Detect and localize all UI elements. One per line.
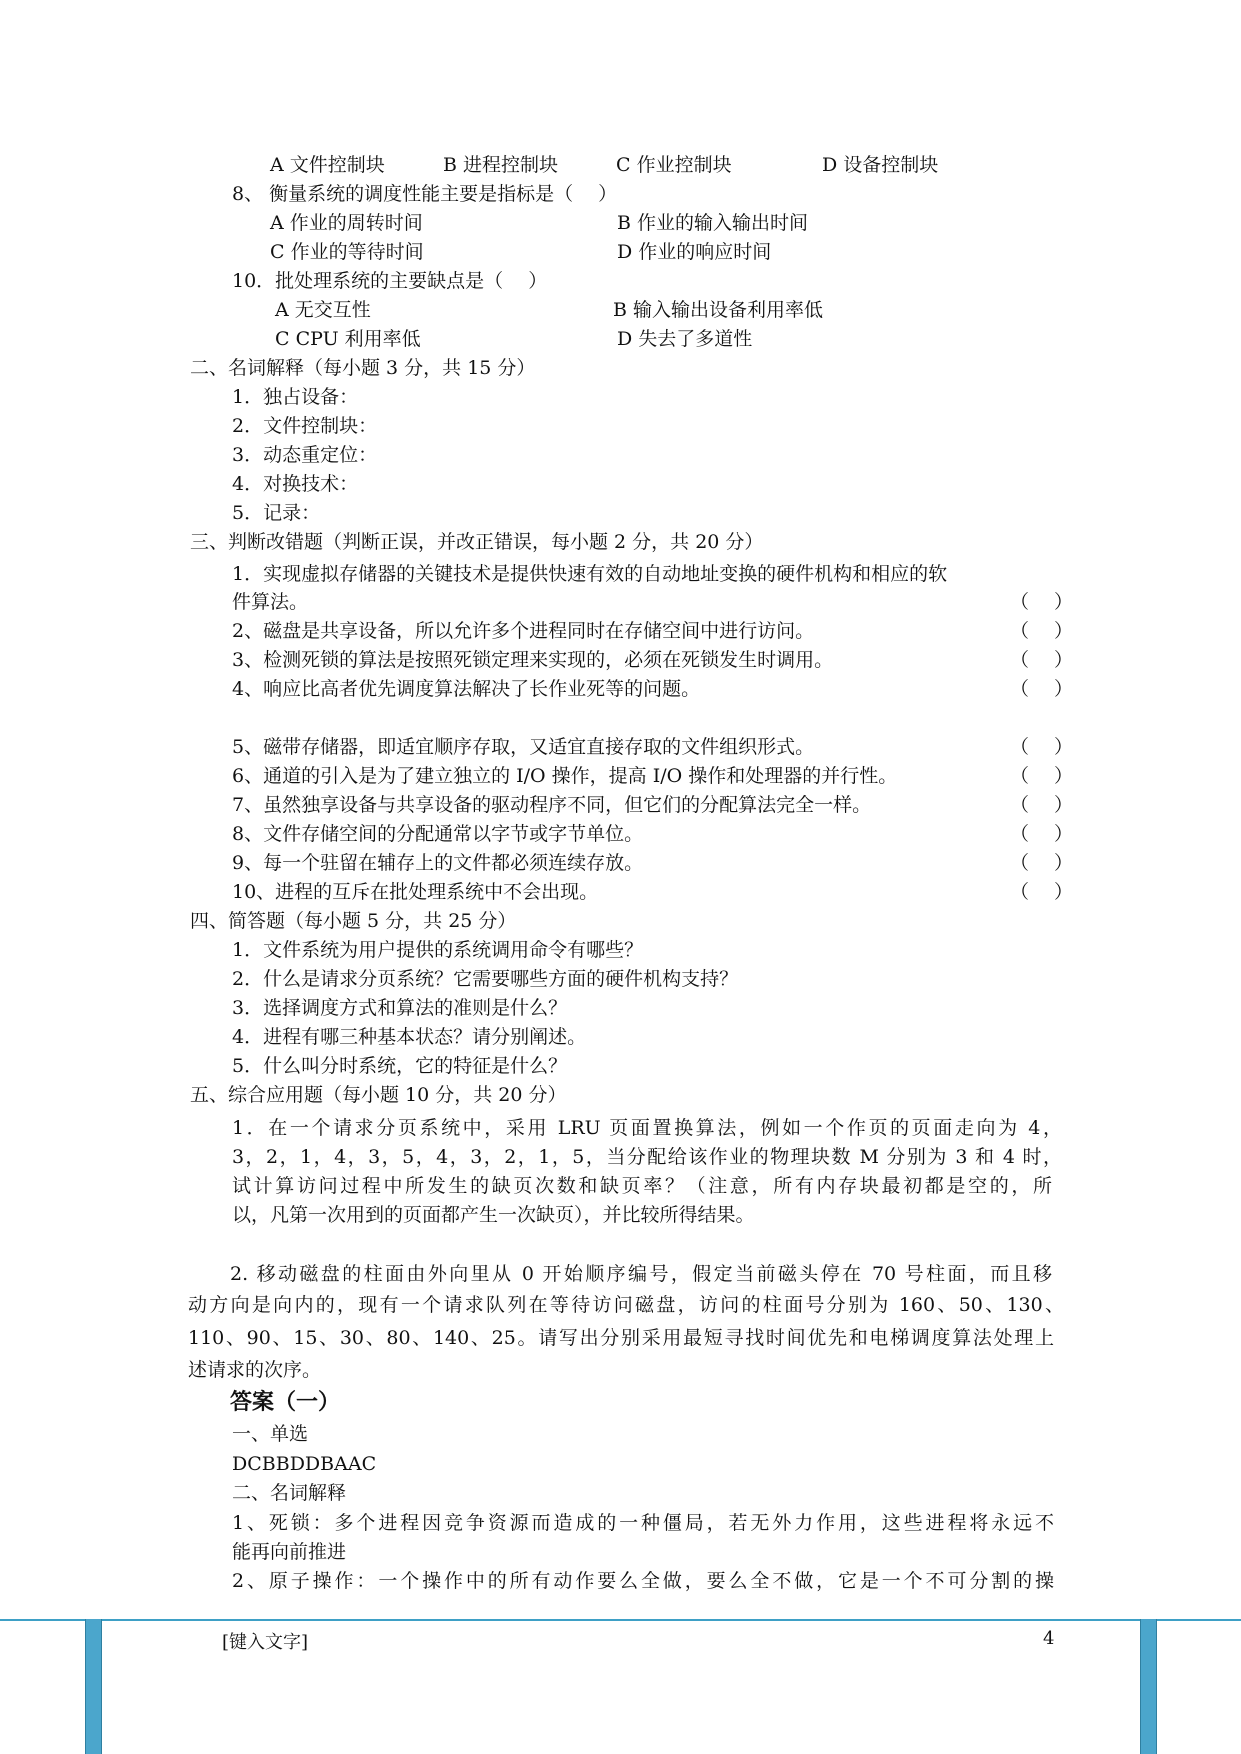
- section2-item-1: 1．独占设备：: [232, 386, 359, 408]
- section3-item-5: 5、磁带存储器，即适宜顺序存取，又适宜直接存取的文件组织形式。: [232, 736, 815, 758]
- answer-paren: （ ）: [1010, 736, 1074, 758]
- section3-item-6: 6、通道的引入是为了建立独立的 I/O 操作，提高 I/O 操作和处理器的并行性。: [232, 765, 898, 787]
- section5-q2-line-4: 述请求的次序。: [188, 1359, 322, 1381]
- section4-item-5: 5．什么叫分时系统，它的特征是什么？: [232, 1055, 568, 1077]
- answer-paren: （ ）: [1010, 823, 1074, 845]
- page-number: 4: [1043, 1628, 1055, 1649]
- q10-option-b: B 输入输出设备利用率低: [613, 299, 824, 321]
- q8-option-b: B 作业的输入输出时间: [617, 212, 809, 234]
- q8-option-a: A 作业的周转时间: [270, 212, 423, 234]
- q10-stem: 10．批处理系统的主要缺点是（ ）: [232, 270, 548, 292]
- q8-option-d: D 作业的响应时间: [617, 241, 772, 263]
- section4-item-4: 4．进程有哪三种基本状态？请分别阐述。: [232, 1026, 587, 1048]
- section5-heading: 五、综合应用题（每小题 10 分，共 20 分）: [190, 1084, 567, 1106]
- section5-q2-line-1: 2. 移动磁盘的柱面由外向里从 0 开始顺序编号，假定当前磁头停在 70 号柱面，而且移: [230, 1263, 1052, 1285]
- answers-terms-heading: 二、名词解释: [232, 1482, 347, 1504]
- section5-q1-line-2: 3，2，1，4，3，5，4，3，2，1，5，当分配给该作业的物理块数 M 分别为 3 和 4 时，: [232, 1146, 1062, 1168]
- section2-item-3: 3．动态重定位：: [232, 444, 378, 466]
- section3-item-9: 9、每一个驻留在辅存上的文件都必须连续存放。: [232, 852, 644, 874]
- answer-paren: （ ）: [1010, 591, 1074, 613]
- answer-paren: （ ）: [1010, 649, 1074, 671]
- q7-option-d: D 设备控制块: [822, 154, 939, 176]
- section3-item-1-line-2: 件算法。: [232, 591, 309, 613]
- answer-paren: （ ）: [1010, 765, 1074, 787]
- section3-item-1-line-1: 1．实现虚拟存储器的关键技术是提供快速有效的自动地址变换的硬件机构和相应的软: [232, 563, 948, 585]
- footer-rule: [0, 1619, 1241, 1621]
- q7-option-c: C 作业控制块: [616, 154, 732, 176]
- q10-option-c: C CPU 利用率低: [275, 328, 421, 350]
- section3-item-3: 3、检测死锁的算法是按照死锁定理来实现的，必须在死锁发生时调用。: [232, 649, 834, 671]
- q7-option-a: A 文件控制块: [270, 154, 385, 176]
- q10-option-d: D 失去了多道性: [617, 328, 753, 350]
- section2-item-5: 5．记录：: [232, 502, 321, 524]
- section2-item-4: 4．对换技术：: [232, 473, 359, 495]
- section3-item-8: 8、文件存储空间的分配通常以字节或字节单位。: [232, 823, 644, 845]
- q8-stem: 8、 衡量系统的调度性能主要是指标是（ ）: [232, 183, 618, 205]
- answer-paren: （ ）: [1010, 852, 1074, 874]
- section3-item-7: 7、虽然独享设备与共享设备的驱动程序不同，但它们的分配算法完全一样。: [232, 794, 872, 816]
- section5-q1-line-4: 以，凡第一次用到的页面都产生一次缺页），并比较所得结果。: [232, 1204, 755, 1226]
- answers-single-choice-answer: DCBBDDBAAC: [232, 1453, 377, 1475]
- answers-single-choice-heading: 一、单选: [232, 1423, 309, 1445]
- q7-option-b: B 进程控制块: [443, 154, 559, 176]
- answer-paren: （ ）: [1010, 881, 1074, 903]
- answer-paren: （ ）: [1010, 678, 1074, 700]
- answer-paren: （ ）: [1010, 620, 1074, 642]
- section5-q2-line-3: 110、90、15、30、80、140、25。请写出分别采用最短寻找时间优先和电梯调度算法处理上: [188, 1327, 1054, 1349]
- answers-term-1-line-1: 1、死锁：多个进程因竞争资源而造成的一种僵局，若无外力作用，这些进程将永远不: [232, 1512, 1054, 1534]
- section4-item-1: 1．文件系统为用户提供的系统调用命令有哪些？: [232, 939, 644, 961]
- section3-item-2: 2、磁盘是共享设备，所以允许多个进程同时在存储空间中进行访问。: [232, 620, 815, 642]
- footer-right-bar: [1140, 1619, 1157, 1754]
- section3-heading: 三、判断改错题（判断正误，并改正错误，每小题 2 分，共 20 分）: [190, 531, 764, 553]
- section5-q1-line-3: 试计算访问过程中所发生的缺页次数和缺页率？（注意，所有内存块最初都是空的，所: [232, 1175, 1052, 1197]
- footer-left-bar: [85, 1619, 102, 1754]
- answers-term-2-line-1: 2、原子操作：一个操作中的所有动作要么全做，要么全不做，它是一个不可分割的操: [232, 1570, 1054, 1592]
- section3-item-4: 4、响应比高者优先调度算法解决了长作业死等的问题。: [232, 678, 701, 700]
- footer-placeholder-text[interactable]: [键入文字]: [222, 1632, 309, 1653]
- section3-item-10: 10、进程的互斥在批处理系统中不会出现。: [232, 881, 599, 903]
- q8-option-c: C 作业的等待时间: [270, 241, 424, 263]
- section2-heading: 二、名词解释（每小题 3 分，共 15 分）: [190, 357, 536, 379]
- q10-option-a: A 无交互性: [275, 299, 371, 321]
- section4-heading: 四、简答题（每小题 5 分，共 25 分）: [190, 910, 517, 932]
- answers-title: 答案（一）: [230, 1389, 341, 1415]
- section4-item-2: 2．什么是请求分页系统？它需要哪些方面的硬件机构支持？: [232, 968, 739, 990]
- section5-q2-line-2: 动方向是向内的，现有一个请求队列在等待访问磁盘，访问的柱面号分别为 160、50、130、: [188, 1294, 1064, 1316]
- section5-q1-line-1: 1．在一个请求分页系统中，采用 LRU 页面置换算法，例如一个作页的页面走向为 4，: [232, 1117, 1062, 1139]
- answer-paren: （ ）: [1010, 794, 1074, 816]
- section2-item-2: 2．文件控制块：: [232, 415, 378, 437]
- answers-term-1-line-2: 能再向前推进: [232, 1541, 347, 1563]
- section4-item-3: 3．选择调度方式和算法的准则是什么？: [232, 997, 568, 1019]
